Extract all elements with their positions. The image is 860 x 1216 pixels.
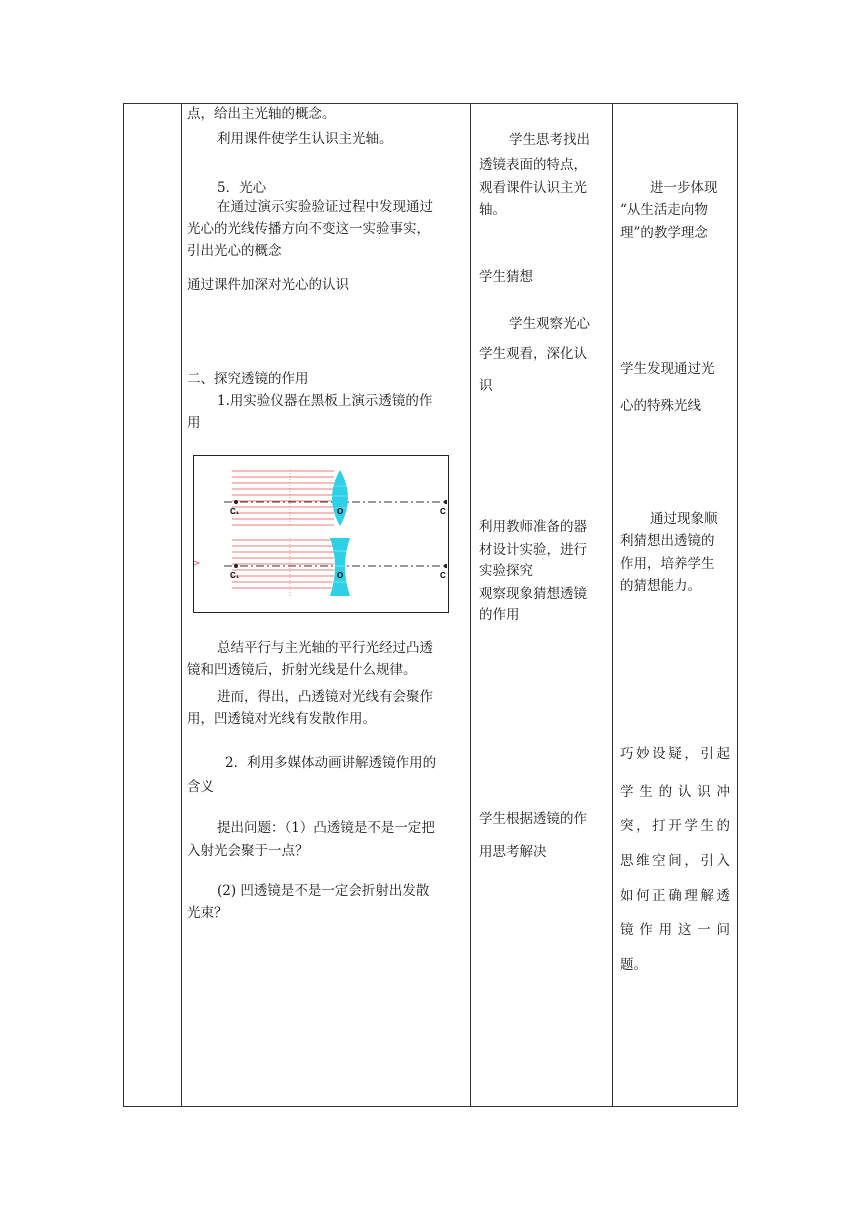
content-line: 光心的光线传播方向不变这一实验事实，: [187, 221, 430, 237]
content-line: 在通过演示实验验证过程中发现通过: [217, 199, 433, 215]
content-line: 镜和凹透镜后，折射光线是什么规律。: [187, 662, 417, 678]
optical-center-label: O: [337, 507, 344, 516]
content-line: 进而，得出，凸透镜对光线有会聚作: [217, 689, 433, 705]
activity-line: 材设计实验，进行: [479, 542, 587, 558]
activity-line: 用思考解决: [479, 844, 547, 860]
convex-lens-icon: [332, 470, 348, 526]
intent-line: “从生活走向物: [620, 202, 708, 218]
content-line: 利用课件使学生认识主光轴。: [217, 131, 393, 147]
activity-line: 轴。: [479, 202, 506, 218]
intent-line: 突，打开学生的: [620, 818, 730, 834]
activity-line: 学生观察光心: [509, 316, 590, 332]
activity-line: 利用教师准备的器: [479, 519, 587, 535]
intent-line: 利猜想出透镜的: [620, 533, 715, 549]
section-heading: 二、探究透镜的作用: [187, 371, 309, 387]
parallel-rays-bottom: [232, 540, 334, 588]
parallel-rays-top: [232, 471, 334, 525]
activity-line: 学生思考找出: [509, 132, 590, 148]
activity-line: 学生观看，深化认: [479, 346, 587, 362]
content-line: 光束？: [187, 905, 228, 921]
activity-line: 透镜表面的特点，: [479, 157, 587, 173]
column-divider: [612, 104, 613, 1106]
concave-lens-icon: [330, 538, 350, 596]
activity-line: 学生根据透镜的作: [479, 811, 587, 827]
content-line: 通过课件加深对光心的认识: [187, 277, 349, 293]
column-divider: [470, 104, 471, 1106]
intent-line: 巧妙设疑，引起: [620, 746, 730, 762]
intent-line: 学生发现通过光: [620, 361, 715, 377]
content-line: 点，给出主光轴的概念。: [187, 106, 336, 122]
content-line: 2．利用多媒体动画讲解透镜作用的: [225, 755, 437, 771]
intent-line: 学生的认识冲: [620, 784, 730, 800]
content-line: 用: [187, 415, 201, 431]
intent-line: 进一步体现: [650, 180, 718, 196]
intent-line: 如何正确理解透: [620, 888, 730, 904]
intent-line: 心的特殊光线: [620, 398, 701, 414]
convex-lens-setup: [224, 470, 447, 526]
intent-line: 镜作用这一问: [620, 922, 730, 938]
concave-lens-setup: [194, 538, 447, 596]
focus-label: C₁: [230, 507, 240, 516]
lens-diagram-svg: [194, 456, 447, 611]
activity-line: 的作用: [479, 607, 520, 623]
optical-center-label: O: [337, 571, 344, 580]
lens-diagram: [193, 455, 449, 613]
content-line: 总结平行与主光轴的平行光经过凸透: [217, 640, 433, 656]
content-line: 提出问题：（1）凸透镜是不是一定把: [217, 820, 435, 836]
focus-label: C₁: [230, 571, 240, 580]
content-line: (2) 凹透镜是不是一定会折射出发散: [217, 883, 430, 899]
content-line: 含义: [187, 779, 214, 795]
content-line: 入射光会聚于一点？: [187, 843, 309, 859]
activity-line: 观察现象猜想透镜: [479, 586, 587, 602]
activity-line: 学生猜想: [479, 269, 533, 285]
column-divider: [181, 104, 182, 1106]
activity-line: 观看课件认识主光: [479, 180, 587, 196]
content-line: 引出光心的概念: [187, 243, 282, 259]
activity-line: 识: [479, 378, 493, 394]
section-heading: 5．光心: [217, 180, 267, 196]
intent-line: 通过现象顺: [650, 511, 718, 527]
content-line: 1.用实验仪器在黑板上演示透镜的作: [217, 393, 433, 409]
point-label: C: [440, 571, 446, 580]
intent-line: 题。: [620, 957, 647, 973]
content-line: 用，凹透镜对光线有发散作用。: [187, 711, 376, 727]
intent-line: 的猜想能力。: [620, 578, 701, 594]
activity-line: 实验探究: [479, 563, 533, 579]
intent-line: 思维空间，引入: [620, 853, 730, 869]
intent-line: 作用，培养学生: [620, 556, 715, 572]
point-label: C: [440, 507, 446, 516]
intent-line: 理”的教学理念: [620, 225, 708, 241]
